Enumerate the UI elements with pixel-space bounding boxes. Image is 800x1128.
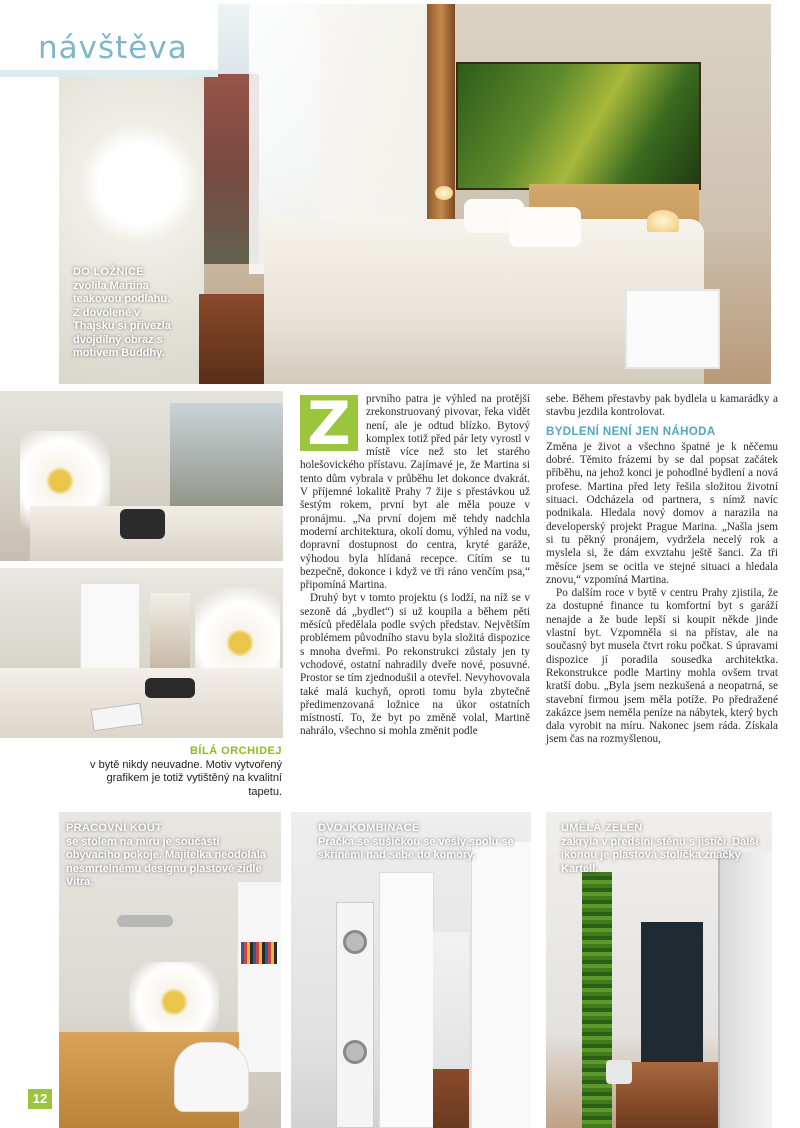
window	[170, 403, 283, 523]
page-number: 12	[28, 1089, 52, 1109]
bed	[0, 668, 283, 738]
caption-green-head: UMĚLÁ ZELEŇ	[561, 822, 643, 834]
caption-bedroom	[73, 266, 178, 361]
article-paragraph: Změna je život a všechno špatné je k něčemu dobré. Těmito frázemi by se dal popsat začátek příběhu, na jehož konci je pohodlné bydlení a nová profese. Martina před lety řešila složitou životní situaci. Odcházela od partnera, s nímž navíc podnikala. Hledala nový domov a narazila na developerský projekt Prague Marina. „Našla jsem si tu pěkný pronájem, vydržela necelý rok a myslela si, že dám exvztahu ještě šanci. Za tři měsíce jsem se ocitla ve stejné situaci a hledala znovu,“ vzpomíná Martina.	[546, 440, 778, 586]
bedroom-wide-photo	[0, 568, 283, 738]
caption-bedroom-head: DO LOŽNICE	[73, 266, 144, 278]
kartell-stool	[606, 1060, 632, 1084]
door	[379, 872, 434, 1128]
article-paragraph: sebe. Během přestavby pak bydlela u kamarádky a stavbu jezdila kontrolovat.	[546, 393, 778, 419]
vitra-chair	[174, 1042, 249, 1112]
buddha-painting	[456, 62, 701, 190]
artificial-greenery	[582, 872, 612, 1128]
bedroom-detail-photo	[0, 391, 283, 561]
caption-combo	[318, 822, 528, 863]
caption-green-body: zakryla v předsíni stěnu s jističi. Další ikonou je plastová stolička značky Kartell.	[561, 835, 759, 875]
section-rule	[0, 70, 218, 77]
bookshelf	[237, 882, 281, 1072]
clothing	[145, 678, 195, 698]
books	[241, 942, 277, 964]
table-lamp	[647, 210, 679, 232]
article-paragraph: Druhý byt v tomto projektu (s lodží, na níž se v sezoně dá „bydlet“) si už koupila a během pěti měsíců předělala podle svých představ. Největším problémem původního stavu byla složitá dispozice s mnoha dveřmi. Po rekonstrukci zůstaly jen ty vchodové, ostatní nahradily dveře nové, posuvné. Prostor se tím zjednodušil a otevřel. Nevyhovovala také malá kuchyň, oproti tomu byla zbytečně předimenzovaná ložnice na úkor ostatních místností. To, že byt po změně volal, Martině nahrálo, všechno si mohla změnit podle	[300, 592, 530, 738]
section-title: návštěva	[38, 30, 188, 66]
mirror-wardrobe	[718, 852, 772, 1128]
clothing	[120, 509, 165, 539]
drop-cap: Z	[300, 395, 358, 451]
article-column-1	[300, 389, 530, 739]
entrance-door	[641, 922, 703, 1062]
article-column-2	[546, 393, 778, 747]
article-paragraph: Po dalším roce v bytě v centru Prahy zjistila, že za dostupné finance tu komfortní byt s garáží nenajde a že bude lepší si koupit někde jinde vlastní byt. Vzpomněla si na přístav, ale na současný byt musela čtvrt roku počkat. S úpravami dispozice jí poradila sousedka architektka. Rekonstrukce podle Martiny mohla ovšem trvat kratší dobu. „Byla jsem nezkušená a neopatrná, se stavební firmou jsem měla potíže. Po předražené zakázce jsem neměla peníze na nábytek, který bych dala vyrobit na míru. Nakonec jsem ráda. Získala jsem čas na rozmyšlenou,	[546, 587, 778, 746]
orchid-wallpaper	[129, 962, 219, 1042]
article-paragraph: prvního patra je výhled na protější zrekonstruovaný pivovar, řeka vidět není, ale je odtud blízko. Bytový komplex totiž před pár lety vyrostl v místě více než sto let starého holešovického přístavu. Zajímavé je, že Martina si tento dům vybrala v průběhu let dokonce dvakrát. V příjemné lokalitě Prahy 7 žije s přestávkou už šestým rokem, první byt ale měla pouze v pronájmu. „Na první dojem mě tehdy nadchla moderní architektura, okolí domu, výhled na vodu, dopravní dostupnost do centra, kryté garáže, výhodou byla hlídaná recepce. Cítím se tu bezpečně, dokonce i když ve tři ráno venčím psa,“ připomíná Martina.	[300, 393, 530, 592]
caption-office-head: PRACOVNÍ KOUT	[66, 822, 163, 834]
caption-combo-head: DVOJKOMBINACE	[318, 822, 420, 834]
caption-bedroom-body: zvolila Martina teakovou podlahu. Z dovolené v Thajsku si přivezla dvojdílný obraz s motivem Buddhy.	[73, 279, 171, 359]
cabinets	[471, 842, 531, 1128]
desk-lamp	[117, 915, 173, 927]
curtain	[427, 4, 455, 254]
washer-drum	[343, 1040, 367, 1064]
caption-orchid-body: v bytě nikdy neuvadne. Motiv vytvořený grafikem je totiž vytištěný na kvalitní tapetu.	[90, 758, 282, 798]
caption-orchid	[70, 745, 282, 799]
caption-orchid-head: BÍLÁ ORCHIDEJ	[189, 745, 282, 757]
nightstand	[625, 289, 720, 369]
caption-combo-body: Pračka se sušičkou se vešly spolu se skříněmi nad sebe do komory.	[318, 835, 514, 861]
pillow	[509, 207, 581, 247]
section-label	[0, 0, 218, 77]
wall-lamp	[435, 186, 453, 200]
caption-office	[66, 822, 274, 890]
hallway	[433, 932, 469, 1128]
dryer-drum	[343, 930, 367, 954]
caption-green	[561, 822, 761, 876]
caption-office-body: se stolem na míru je součástí obývacího pokoje. Majitelka neodolala nesmrtelnému designu plastové židle Vitra.	[66, 835, 266, 888]
article-subheading: BYDLENÍ NENÍ JEN NÁHODA	[546, 425, 716, 438]
